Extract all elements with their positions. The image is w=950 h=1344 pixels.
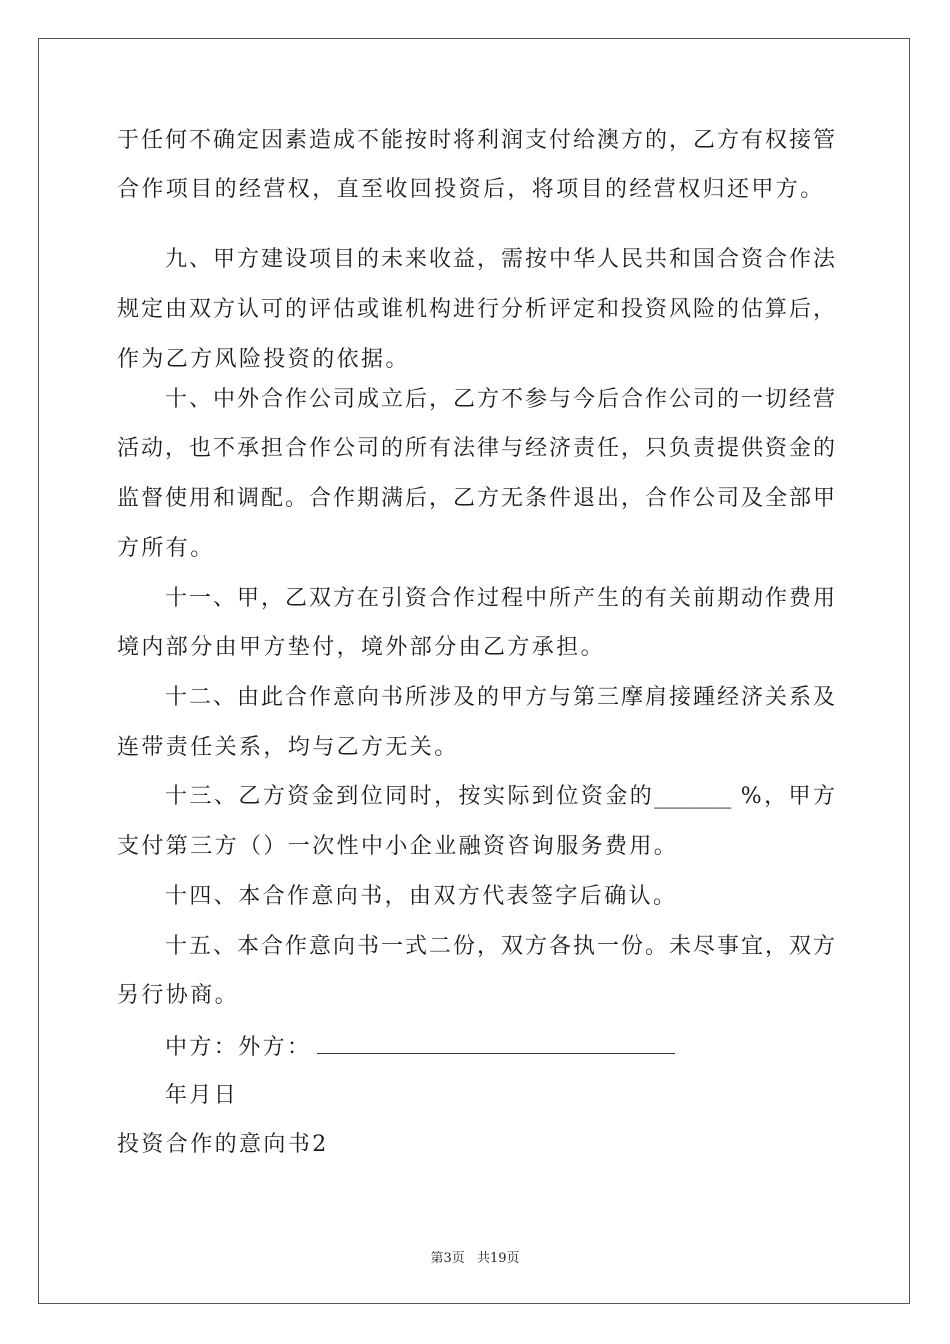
- paragraph-line: 十二、由此合作意向书所涉及的甲方与第三摩肩接踵经济关系及: [165, 685, 835, 710]
- paragraph-line: 合作项目的经营权，直至收回投资后，将项目的经营权归还甲方。: [117, 177, 825, 202]
- signature-line: [165, 1031, 675, 1063]
- paragraph-line: 方所有。: [117, 536, 215, 561]
- signature-blank: [317, 1031, 675, 1054]
- date-line: 年月日: [165, 1083, 239, 1108]
- paragraph-line: 活动，也不承担合作公司的所有法律与经济责任，只负责提供资金的: [117, 436, 835, 461]
- next-document-title: 投资合作的意向书2: [117, 1132, 329, 1157]
- paragraph-line: 十一、甲，乙双方在引资合作过程中所产生的有关前期动作费用: [165, 586, 835, 611]
- paragraph-line: 监督使用和调配。合作期满后，乙方无条件退出，合作公司及全部甲: [117, 486, 835, 511]
- paragraph-line: 另行协商。: [117, 983, 240, 1008]
- paragraph-line: 境内部分由甲方垫付，境外部分由乙方承担。: [117, 635, 606, 660]
- paragraph-line: 十四、本合作意向书，由双方代表签字后确认。: [165, 884, 678, 909]
- signature-label: 中方：外方：: [165, 1035, 312, 1060]
- paragraph-line: 支付第三方（）一次性中小企业融资咨询服务费用。: [117, 834, 679, 859]
- paragraph-line: 作为乙方风险投资的依据。: [117, 347, 410, 372]
- paragraph-line: 九、甲方建设项目的未来收益，需按中华人民共和国合资合作法: [165, 247, 835, 272]
- page-footer: [0, 1247, 950, 1266]
- paragraph-line: 规定由双方认可的评估或谁机构进行分析评定和投资风险的估算后，: [117, 297, 835, 322]
- paragraph-line: 连带责任关系，均与乙方无关。: [117, 735, 459, 760]
- page-border: [38, 38, 910, 1304]
- paragraph-line: 十三、乙方资金到位同时，按实际到位资金的_______ %，甲方: [165, 784, 835, 809]
- paragraph-line: 十五、本合作意向书一式二份，双方各执一份。未尽事宜，双方: [165, 934, 835, 959]
- page-total: 共19页: [476, 1251, 520, 1266]
- page-number: 第3页: [430, 1251, 465, 1266]
- paragraph-line: 于任何不确定因素造成不能按时将利润支付给澳方的，乙方有权接管: [117, 128, 835, 153]
- paragraph-line: 十、中外合作公司成立后，乙方不参与今后合作公司的一切经营: [165, 387, 835, 412]
